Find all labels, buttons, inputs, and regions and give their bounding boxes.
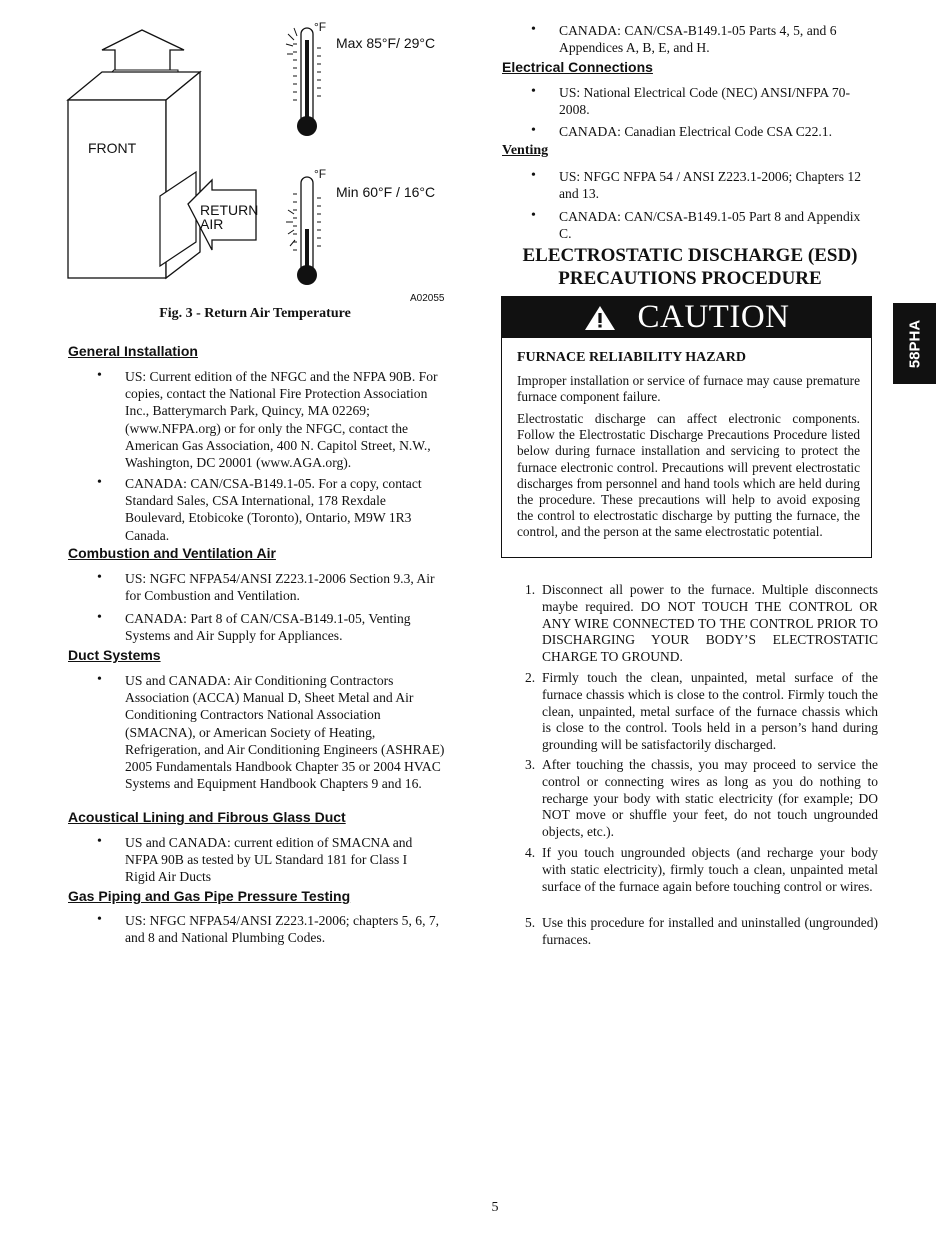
list-item: [531, 22, 874, 56]
caution-paragraph-1: Improper installation or service of furnace may cause premature furnace component failure.: [517, 373, 860, 405]
esd-section-title: [500, 244, 880, 290]
procedure-step: [525, 757, 878, 841]
step-number: 2.: [525, 670, 536, 685]
procedure-step: [525, 582, 878, 666]
step-text: Disconnect all power to the furnace. Multiple disconnects maybe required. DO NOT TOUCH THE CONTROL OR ANY WIRE CONNECTED TO THE CONTROL PRIOR TO DISCHARGING YOUR BODY’S ELECTROSTATIC CHARGE TO GROUND.: [542, 582, 878, 665]
heading-acoustical: Acoustical Lining and Fibrous Glass Duct: [68, 809, 346, 825]
hazard-title: FURNACE RELIABILITY HAZARD: [517, 350, 746, 365]
min-temp-label: Min 60°F / 16°C: [336, 184, 436, 200]
heading-gas-piping: Gas Piping and Gas Pipe Pressure Testing: [68, 888, 351, 904]
list-item-text: US: NGFC NFPA54/ANSI Z223.1-2006 Section 9.3, Air for Combustion and Ventilation.: [125, 571, 435, 604]
list-item: [97, 912, 440, 946]
return-label: RETURN: [200, 202, 259, 218]
procedure-step: [525, 915, 878, 949]
list-item: [97, 610, 445, 644]
heading-electrical: Electrical Connections: [502, 59, 653, 75]
list-item: [97, 475, 425, 544]
model-label: 58PHA: [906, 319, 923, 368]
step-text: Firmly touch the clean, unpainted, metal surface of the furnace chassis which is close to the control. Firmly touch the clean, unpainted, metal surface of the furnace chassis which is close to the control. Tools held in a person’s hand during grounding will be satisfactorily discharged.: [542, 670, 878, 753]
furnace-front: [68, 100, 166, 278]
degree-unit-max: °F: [314, 20, 327, 34]
step-text: If you touch ungrounded objects (and recharge your body with static electricity), firmly touch a clean, unpainted metal surface of the furnace again before touching control or wires.: [542, 845, 878, 894]
figure-code: A02055: [410, 293, 445, 304]
bullet-icon: •: [97, 912, 102, 927]
heading-combustion: Combustion and Ventilation Air: [68, 545, 276, 561]
bullet-icon: •: [531, 123, 536, 138]
degree-unit-min: °F: [314, 167, 327, 181]
figure-caption: Fig. 3 - Return Air Temperature: [159, 306, 351, 321]
heading-general-installation: General Installation: [68, 343, 198, 359]
procedure-step: [525, 670, 878, 754]
list-item: [97, 834, 435, 886]
caution-banner: [502, 297, 871, 338]
step-number: 1.: [525, 582, 536, 597]
list-item: [97, 368, 445, 471]
step-number: 4.: [525, 845, 536, 860]
list-item-text: US: Current edition of the NFGC and the NFPA 90B. For copies, contact the National Fire Protection Association Inc., Batterymarch Park, Quincy, MA 02269; (www.NFPA.org) or for only the NFGC, contact the American Gas Association, 400 N. Capitol Street, N.W., Washington, DC 20001 (www.AGA.org).: [125, 369, 438, 471]
list-item-text: US and CANADA: current edition of SMACNA and NFPA 90B as tested by UL Standard 181 for Class I Rigid Air Ducts: [125, 835, 413, 885]
furnace-diagram: [60, 14, 460, 314]
thermometer-min-icon: [286, 177, 321, 285]
heading-venting: Venting: [502, 143, 549, 158]
list-item-text: CANADA: Part 8 of CAN/CSA-B149.1-05, Venting Systems and Air Supply for Appliances.: [125, 611, 411, 644]
list-item-text: CANADA: CAN/CSA-B149.1-05. For a copy, contact Standard Sales, CSA International, 178 Rexdale Boulevard, Etobicoke (Toronto), Ontario, M9W 1R3 Canada.: [125, 476, 422, 543]
bullet-icon: •: [97, 570, 102, 585]
list-item-text: US: NFGC NFPA 54 / ANSI Z223.1-2006; Chapters 12 and 13.: [559, 169, 861, 202]
list-item: [531, 168, 874, 202]
step-text: After touching the chassis, you may proceed to service the control or connecting wires as long as you do nothing to recharge your body with static electricity (for example; DO NOT move or shuffle your feet, do not touch ungrounded objects, etc.).: [542, 757, 878, 840]
caution-label: CAUTION: [637, 299, 790, 335]
list-item-text: US and CANADA: Air Conditioning Contractors Association (ACCA) Manual D, Sheet Metal and Air Conditioning Contractors National Association (SMACNA), or American Society of Heating, Refrigeration, and Air Conditioning Engineers (ASHRAE) 2005 Fundamentals Handbook Chapter 35 or 2004 HVAC Systems and Equipment Handbook Chapters 9 and 16.: [125, 673, 445, 792]
bullet-icon: •: [97, 610, 102, 625]
list-item: [97, 570, 445, 604]
caution-box: [501, 296, 872, 558]
front-label: FRONT: [88, 140, 137, 156]
bullet-icon: •: [97, 475, 102, 490]
esd-title-line-2: PRECAUTIONS PROCEDURE: [558, 268, 822, 289]
bullet-icon: •: [97, 368, 102, 383]
page-number: 5: [491, 1200, 499, 1215]
list-item-text: CANADA: CAN/CSA-B149.1-05 Parts 4, 5, and 6 Appendices A, B, E, and H.: [559, 23, 837, 56]
bullet-icon: •: [531, 208, 536, 223]
caution-paragraph-2: Electrostatic discharge can affect electronic components. Follow the Electrostatic Discharge Precautions Procedure listed below during furnace installation and servicing to protect the furnace electronic control. Precautions will prevent electrostatic discharges from personnel and hand tools which are held during the procedure. These precautions will help to avoid exposing the control to electrostatic discharge by putting the furnace, the control, and the person at the same electrostatic potential.: [517, 411, 860, 540]
step-text: Use this procedure for installed and uninstalled (ungrounded) furnaces.: [542, 915, 878, 947]
list-item-text: CANADA: Canadian Electrical Code CSA C22.1.: [559, 124, 832, 139]
list-item: [531, 208, 874, 242]
bullet-icon: •: [531, 22, 536, 37]
list-item-text: US: National Electrical Code (NEC) ANSI/NFPA 70-2008.: [559, 85, 850, 118]
esd-title-line-1: ELECTROSTATIC DISCHARGE (ESD): [522, 245, 858, 266]
list-item-text: CANADA: CAN/CSA-B149.1-05 Part 8 and Appendix C.: [559, 209, 861, 242]
warning-triangle-icon: [584, 305, 616, 331]
procedure-step: [525, 845, 878, 895]
thermometer-max-icon: [286, 28, 321, 136]
heading-duct-systems: Duct Systems: [68, 647, 161, 663]
bullet-icon: •: [97, 834, 102, 849]
bullet-icon: •: [97, 672, 102, 687]
max-temp-label: Max 85°F/ 29°C: [336, 35, 436, 51]
bullet-icon: •: [531, 84, 536, 99]
list-item-text: US: NFGC NFPA54/ANSI Z223.1-2006; chapters 5, 6, 7, and 8 and National Plumbing Codes.: [125, 913, 440, 946]
list-item: [97, 672, 445, 792]
model-side-tab: [893, 303, 936, 384]
step-number: 5.: [525, 915, 536, 930]
list-item: [531, 123, 874, 140]
return-air-figure: [60, 14, 460, 314]
list-item: [531, 84, 874, 118]
step-number: 3.: [525, 757, 536, 772]
air-label: AIR: [200, 216, 224, 232]
bullet-icon: •: [531, 168, 536, 183]
